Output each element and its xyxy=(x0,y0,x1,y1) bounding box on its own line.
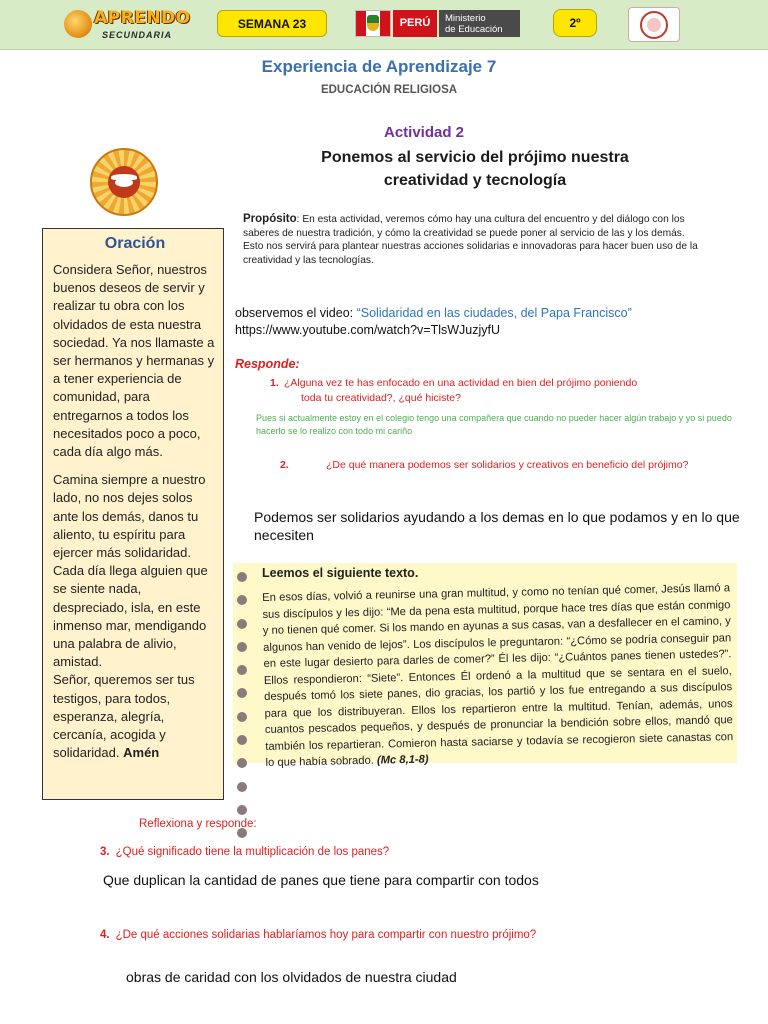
activity-title xyxy=(255,146,695,192)
prayer-title: Oración xyxy=(104,235,166,252)
video-reference xyxy=(235,305,755,339)
bullet-dot xyxy=(237,665,247,675)
bullet-dot xyxy=(237,572,247,582)
bullet-dot xyxy=(237,688,247,698)
reading-citation: (Mc 8,1-8) xyxy=(376,753,429,767)
purpose-label: Propósito xyxy=(243,213,297,225)
question-3-text: ¿Qué significado tiene la multiplicación de los panes? xyxy=(115,846,390,858)
question-1 xyxy=(270,376,730,405)
prayer-box xyxy=(42,228,224,800)
reading-text xyxy=(262,580,734,771)
bullet-dot xyxy=(237,805,247,815)
video-title-link[interactable]: “Solidaridad en las ciudades, del Papa Francisco” xyxy=(356,306,632,320)
ministry-line-1: Ministerio xyxy=(445,13,486,24)
ministry-line-2: de Educación xyxy=(445,24,503,35)
activity-title-line-1: Ponemos al servicio del prójimo nuestra xyxy=(321,149,629,166)
subject-title: EDUCACIÓN RELIGIOSA xyxy=(320,84,458,96)
prayer-amen: Amén xyxy=(123,745,160,761)
question-3-number: 3. xyxy=(100,846,110,858)
activity-title-line-2: creatividad y tecnología xyxy=(383,172,567,189)
bullet-dot xyxy=(237,735,247,745)
video-url-link[interactable]: https://www.youtube.com/watch?v=TlsWJuzjyfU xyxy=(235,323,501,337)
reading-title: Leemos el siguiente texto. xyxy=(262,566,419,580)
grade-badge: 2º xyxy=(553,9,597,37)
video-prefix: observemos el video: xyxy=(235,306,357,320)
sun-logo-icon xyxy=(64,10,92,38)
logo-sub-text: SECUNDARIA xyxy=(102,30,173,40)
peru-label: PERÚ xyxy=(393,10,437,37)
bullet-dot xyxy=(237,712,247,722)
aprendo-en-casa-logo xyxy=(64,8,194,42)
reading-body: En esos días, volvió a reunirse una gran multitud, y como no tenían qué comer, Jesús llamó a sus discípulos y les dijo: “Me da pena esta multitud, porque hace tres días que están conmigo y no tienen qué comer. Si los mando en ayunas a sus casas, van a desfallecer en el camino, y algunos han venido de lejos”. Los discípulos le preguntaron: “¿Cómo se podría conseguir pan en este lugar desierto para darles de comer?” Él les dijo: “¿Cuántos panes tienen ustedes?”. Ellos respondieron: “Siete”. Entonces Él ordenó a la multitud que se sentara en el suelo, después tomó los siete panes, dio gracias, los partió y los fue entregando a sus discípulos para que los distribuyeran. Ellos los repartieron entre la multitud. Tenían, además, unos cuantos pescados pequeños, y después de pronunciar la bendición sobre ellos, mandó que también los repartieran. Comieron hasta saciarse y todavía se recogieron siete canastas con lo que había sobrado. xyxy=(262,582,734,769)
question-1-line-2: toda tu creatividad?, ¿qué hiciste? xyxy=(301,391,461,404)
answer-4[interactable]: obras de caridad con los olvidados de nuestra ciudad xyxy=(126,969,457,985)
answer-2[interactable]: Podemos ser solidarios ayudando a los demas en lo que podamos y en lo que necesiten xyxy=(254,509,740,543)
purpose-text xyxy=(243,213,703,267)
bullet-dot xyxy=(237,619,247,629)
prayer-paragraph-1: Considera Señor, nuestros buenos deseos de servir y realizar tu obra con los olvidados de esta nuestra sociedad. Ya nos llamaste a ser hermanos y hermanas y a tener experiencia de comunidad, para entregarnos a todos los necesitados poco a poco, cada día algo más. xyxy=(53,262,215,460)
reflexiona-heading: Reflexiona y responde: xyxy=(139,818,257,830)
question-4 xyxy=(100,929,536,941)
question-1-number: 1. xyxy=(270,377,279,389)
bullet-dot xyxy=(237,595,247,605)
question-1-line-1: ¿Alguna vez te has enfocado en una actividad en bien del prójimo poniendo xyxy=(284,377,638,389)
bullet-dot xyxy=(237,642,247,652)
prayer-paragraph-2-text: Camina siempre a nuestro lado, no nos dejes solos ante los demás, danos tu aliento, tu espíritu para ejercer más solidaridad. Cada día llega alguien que se siente nada, despreciado, isla, en este inmenso mar, mendigando una palabra de alivio, amistad. xyxy=(53,472,208,670)
responde-heading: Responde: xyxy=(235,357,300,371)
question-2 xyxy=(280,459,750,471)
experience-title: Experiencia de Aprendizaje 7 xyxy=(261,57,497,76)
question-2-text: ¿De qué manera podemos ser solidarios y creativos en beneficio del prójimo? xyxy=(326,459,689,471)
activity-number: Actividad 2 xyxy=(383,124,465,141)
reading-bullets xyxy=(237,572,249,852)
prayer-paragraph-2 xyxy=(53,471,217,762)
question-4-number: 4. xyxy=(100,929,110,941)
answer-3[interactable]: Que duplican la cantidad de panes que tiene para compartir con todos xyxy=(103,872,539,888)
holy-spirit-dove-icon xyxy=(90,148,158,216)
ministry-label xyxy=(439,10,520,37)
bullet-dot xyxy=(237,782,247,792)
question-4-text: ¿De qué acciones solidarias hablaríamos hoy para compartir con nuestro prójimo? xyxy=(115,929,537,941)
school-logo-icon xyxy=(628,7,680,42)
logo-main-text: APRENDO xyxy=(94,8,191,28)
answer-1[interactable]: Pues si actualmente estoy en el colegio tengo una compañera que cuando no pueder hacer algún trabajo y yo si puedo hacerlo se lo realizo con todo mi cariño xyxy=(256,413,732,436)
question-2-number: 2. xyxy=(280,459,289,471)
question-3 xyxy=(100,846,389,858)
week-badge: SEMANA 23 xyxy=(217,10,327,37)
peru-coat-of-arms-icon xyxy=(355,10,391,37)
bullet-dot xyxy=(237,758,247,768)
prayer-paragraph-3-text: Señor, queremos ser tus testigos, para todos, esperanza, alegría, cercanía, acogida y solidaridad. xyxy=(53,672,195,761)
purpose-body: : En esta actividad, veremos cómo hay una cultura del encuentro y del diálogo con los saberes de nuestra tradición, y cómo la creatividad se puede poner al servicio de las y los demás. Esto nos servirá para plantear nuestras acciones solidarias e innovadoras para hacer buen uso de la creatividad y las tecnologías. xyxy=(243,214,698,266)
